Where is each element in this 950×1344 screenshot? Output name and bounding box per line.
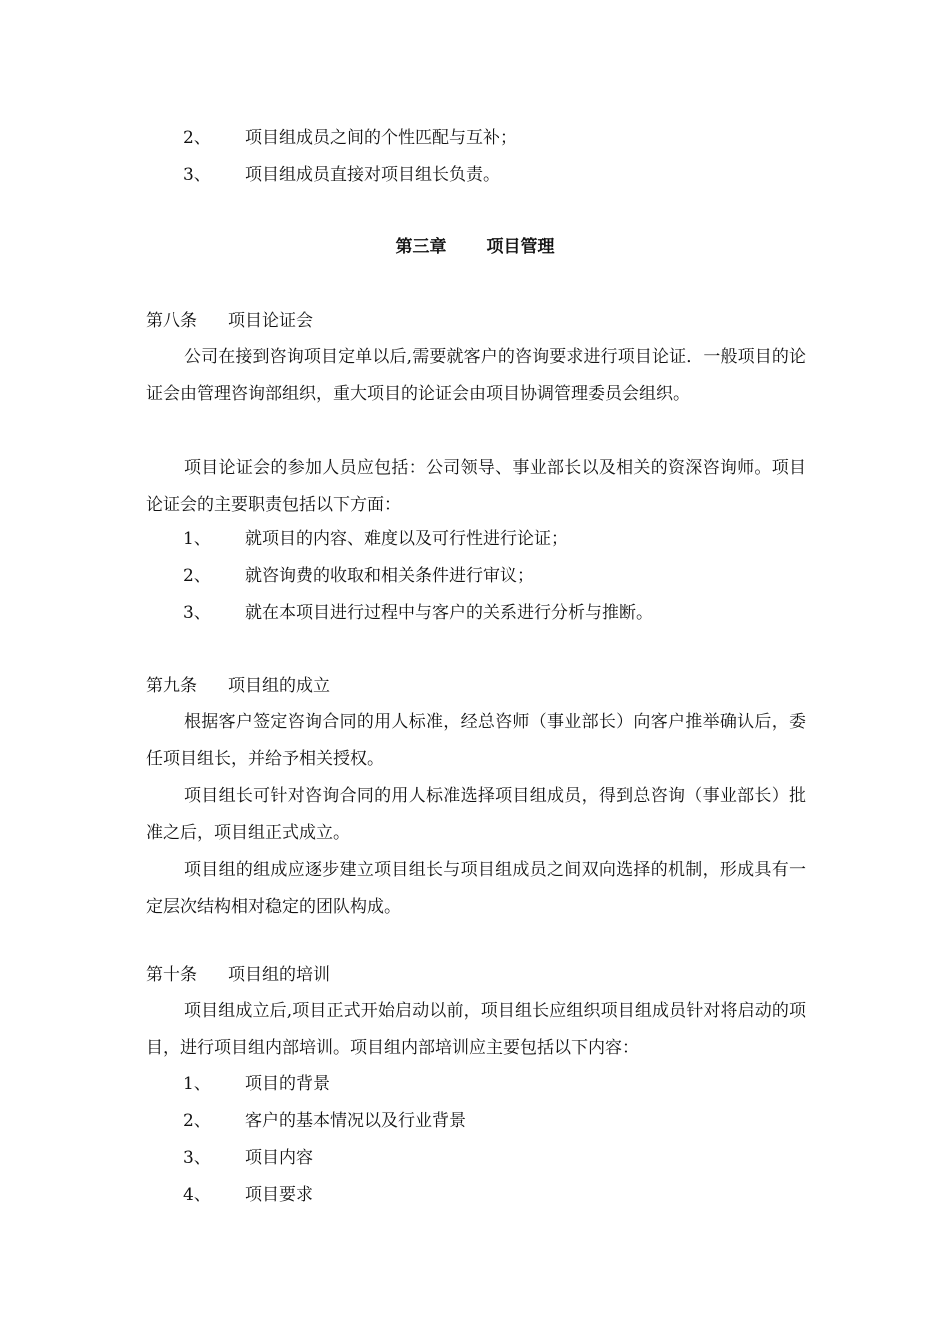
list-item-text: 就项目的内容、难度以及可行性进行论证；	[245, 529, 568, 549]
paragraph: 根据客户签定咨询合同的用人标准，经总咨师（事业部长）向客户推举确认后，委任项目组长，并给予相关授权。	[146, 712, 806, 769]
chapter-title: 项目管理	[486, 237, 555, 257]
article-number: 第十条	[146, 965, 197, 985]
list-item-text: 项目的背景	[245, 1074, 330, 1094]
chapter-heading	[0, 236, 950, 258]
list-item-text: 项目要求	[245, 1185, 313, 1205]
chapter-number: 第三章	[395, 237, 447, 257]
article-title: 项目组的成立	[228, 676, 330, 696]
article-title: 项目组的培训	[228, 965, 330, 985]
article-number: 第八条	[146, 311, 197, 331]
paragraph: 项目组的组成应逐步建立项目组长与项目组成员之间双向选择的机制，形成具有一定层次结构相对稳定的团队构成。	[146, 860, 806, 917]
article-heading	[146, 310, 313, 332]
paragraph: 项目组长可针对咨询合同的用人标准选择项目组成员，得到总咨询（事业部长）批准之后，项目组正式成立。	[146, 786, 806, 843]
article-heading	[146, 675, 330, 697]
list-item-number: 2、	[183, 1111, 211, 1131]
list-item-text: 客户的基本情况以及行业背景	[245, 1111, 466, 1131]
paragraph: 项目论证会的参加人员应包括：公司领导、事业部长以及相关的资深咨询师。项目论证会的主要职责包括以下方面：	[146, 458, 806, 515]
list-item-number: 2、	[183, 128, 211, 148]
list-item-text: 项目组成员之间的个性匹配与互补；	[245, 128, 517, 148]
list-item-number: 1、	[183, 529, 211, 549]
article-title: 项目论证会	[228, 311, 313, 331]
list-item-number: 1、	[183, 1074, 211, 1094]
list-item-text: 项目组成员直接对项目组长负责。	[245, 165, 500, 185]
list-item-number: 2、	[183, 566, 211, 586]
list-item-number: 3、	[183, 603, 211, 623]
list-item-number: 3、	[183, 165, 211, 185]
paragraph: 公司在接到咨询项目定单以后,需要就客户的咨询要求进行项目论证．一般项目的论证会由管理咨询部组织，重大项目的论证会由项目协调管理委员会组织。	[146, 347, 806, 404]
article-heading	[146, 964, 330, 986]
list-item-text: 就咨询费的收取和相关条件进行审议；	[245, 566, 534, 586]
article-number: 第九条	[146, 676, 197, 696]
list-item-text: 项目内容	[245, 1148, 313, 1168]
list-item-number: 4、	[183, 1185, 211, 1205]
list-item-number: 3、	[183, 1148, 211, 1168]
paragraph: 项目组成立后,项目正式开始启动以前，项目组长应组织项目组成员针对将启动的项目，进行项目组内部培训。项目组内部培训应主要包括以下内容：	[146, 1001, 806, 1058]
list-item-text: 就在本项目进行过程中与客户的关系进行分析与推断。	[245, 603, 653, 623]
